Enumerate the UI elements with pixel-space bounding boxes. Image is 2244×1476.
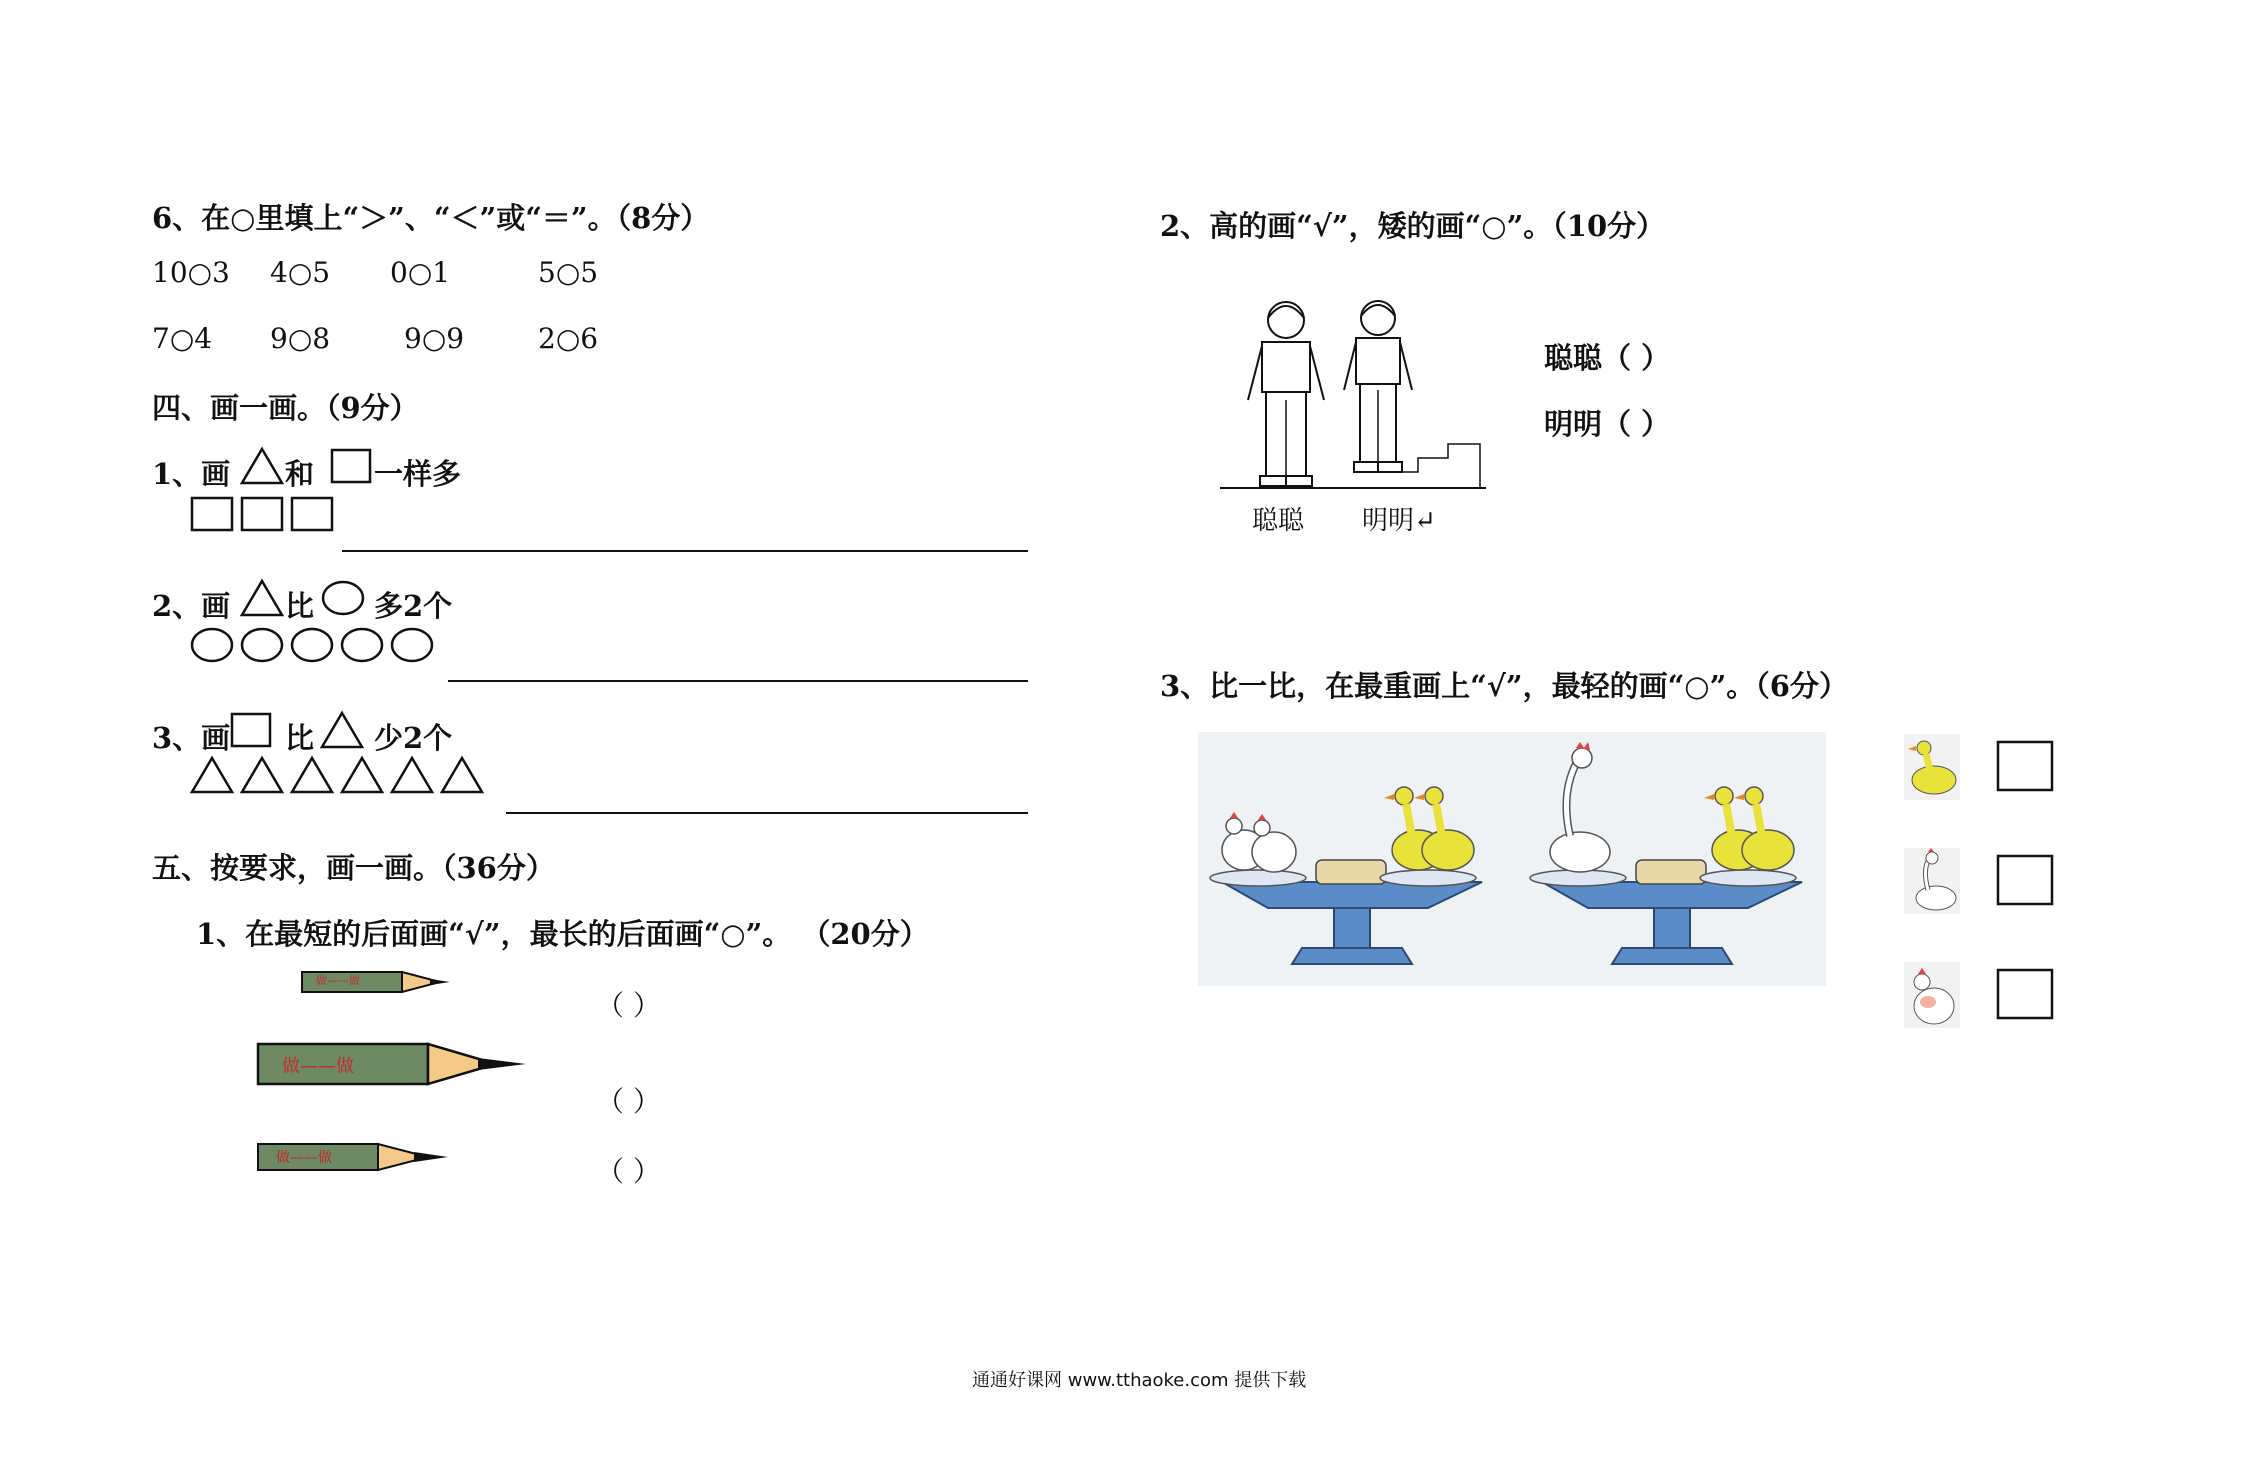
- chicken-icon: [1904, 962, 1960, 1028]
- s4-q2-tail: 多2个: [374, 589, 453, 623]
- answer-line[interactable]: [448, 680, 1028, 682]
- footer-text: 通通好课网 www.tthaoke.com 提供下载: [972, 1370, 1307, 1391]
- q6-heading: 6、在○里填上“＞”、“＜”或“＝”。（8分）: [152, 201, 710, 235]
- compare-item: 7○4: [152, 322, 213, 355]
- s4-q1-and: 和: [285, 457, 315, 491]
- answer-box[interactable]: [1996, 740, 2054, 792]
- answer-paren[interactable]: 明明（ ）: [1544, 407, 1671, 441]
- triangle-icon: [190, 756, 490, 796]
- pencil-label: 做——做: [276, 1150, 332, 1166]
- triangle-icon: [240, 447, 284, 485]
- s4-q3-tail: 少2个: [374, 721, 453, 755]
- pencil-label: 做——做: [282, 1056, 354, 1077]
- answer-box[interactable]: [1996, 854, 2054, 906]
- boy-name-label: 明明↵: [1362, 506, 1436, 536]
- answer-line[interactable]: [342, 550, 1028, 552]
- pencil-label: 做——做: [316, 974, 360, 987]
- answer-paren[interactable]: （ ）: [596, 1155, 661, 1188]
- compare-item: 9○8: [270, 322, 331, 355]
- answer-paren[interactable]: （ ）: [596, 989, 661, 1022]
- section4-heading: 四、画一画。（9分）: [152, 391, 419, 425]
- compare-item: 0○1: [390, 256, 451, 289]
- section5-heading: 五、按要求，画一画。（36分）: [152, 851, 555, 885]
- triangle-icon: [320, 711, 364, 749]
- square-icon: [230, 712, 272, 748]
- boy-name-label: 聪聪: [1252, 506, 1305, 536]
- square-icon: [330, 448, 372, 484]
- compare-item: 2○6: [538, 322, 599, 355]
- s4-q2-num: 2、画: [152, 589, 231, 623]
- r-q3-heading: 3、比一比，在最重画上“√”，最轻的画“○”。（6分）: [1160, 669, 1848, 703]
- compare-item: 5○5: [538, 256, 599, 289]
- circle-icon: [320, 580, 366, 616]
- square-icon: [190, 496, 340, 532]
- answer-paren[interactable]: 聪聪（ ）: [1544, 341, 1671, 375]
- s5-q1-text: 1、在最短的后面画“√”，最长的后面画“○”。 （20分）: [196, 917, 929, 951]
- boys-illustration: [1218, 290, 1488, 490]
- triangle-icon: [240, 579, 284, 617]
- r-q2-heading: 2、高的画“√”，矮的画“○”。（10分）: [1160, 209, 1666, 243]
- compare-item: 4○5: [270, 256, 331, 289]
- duck-icon: [1904, 734, 1960, 800]
- s4-q3-bi: 比: [285, 721, 315, 755]
- compare-item: 9○9: [404, 322, 465, 355]
- answer-box[interactable]: [1996, 968, 2054, 1020]
- s4-q3-num: 3、画: [152, 721, 231, 755]
- answer-paren[interactable]: （ ）: [596, 1085, 661, 1118]
- s4-q1-tail: 一样多: [374, 457, 462, 491]
- circle-icon: [190, 626, 440, 664]
- goose-icon: [1904, 848, 1960, 914]
- s4-q2-bi: 比: [285, 589, 315, 623]
- compare-item: 10○3: [152, 256, 230, 289]
- balance-scale-illustration: [1198, 732, 1826, 986]
- s4-q1-num: 1、画: [152, 457, 231, 491]
- answer-line[interactable]: [506, 812, 1028, 814]
